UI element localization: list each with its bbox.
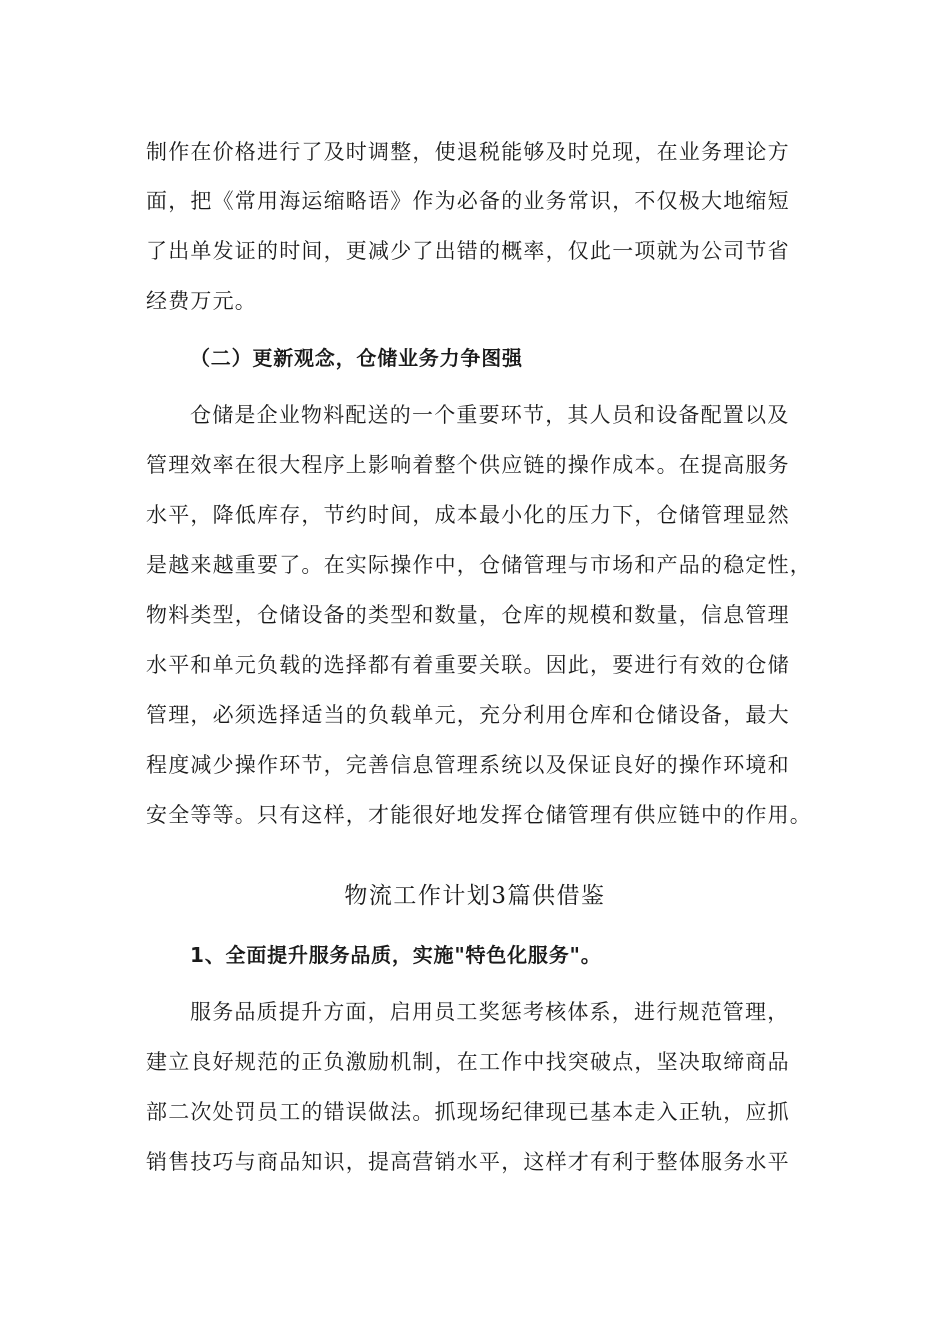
paragraph-line: 是越来越重要了。在实际操作中，仓储管理与市场和产品的稳定性， <box>146 553 812 577</box>
paragraph-line: 水平和单元负载的选择都有着重要关联。因此，要进行有效的仓储 <box>146 653 790 677</box>
paragraph-line: 面，把《常用海运缩略语》作为必备的业务常识，不仅极大地缩短 <box>146 189 790 213</box>
paragraph-line: 安全等等。只有这样，才能很好地发挥仓储管理有供应链中的作用。 <box>146 803 812 827</box>
paragraph-line: 服务品质提升方面，启用员工奖惩考核体系，进行规范管理， <box>190 1000 790 1024</box>
paragraph-line: 水平，降低库存，节约时间，成本最小化的压力下，仓储管理显然 <box>146 503 790 527</box>
paragraph-line: 了出单发证的时间，更减少了出错的概率，仅此一项就为公司节省 <box>146 239 790 263</box>
section-title: 物流工作计划3篇供借鉴 <box>344 883 606 909</box>
paragraph-line: 制作在价格进行了及时调整，使退税能够及时兑现，在业务理论方 <box>146 140 790 164</box>
paragraph-line: 管理，必须选择适当的负载单元，充分利用仓库和仓储设备，最大 <box>146 703 790 727</box>
paragraph-line: 销售技巧与商品知识，提高营销水平，这样才有利于整体服务水平 <box>146 1150 790 1174</box>
paragraph-line: 仓储是企业物料配送的一个重要环节，其人员和设备配置以及 <box>190 403 790 427</box>
paragraph-line: 程度减少操作环节，完善信息管理系统以及保证良好的操作环境和 <box>146 753 790 777</box>
paragraph-line: 经费万元。 <box>146 289 257 313</box>
paragraph-line: 物料类型，仓储设备的类型和数量，仓库的规模和数量，信息管理 <box>146 603 790 627</box>
paragraph-line: 管理效率在很大程序上影响着整个供应链的操作成本。在提高服务 <box>146 453 790 477</box>
paragraph-line: 建立良好规范的正负激励机制，在工作中找突破点，坚决取缔商品 <box>146 1050 790 1074</box>
subheading: 1、全面提升服务品质，实施"特色化服务"。 <box>190 943 602 967</box>
subheading: （二）更新观念，仓储业务力争图强 <box>190 346 523 370</box>
paragraph-line: 部二次处罚员工的错误做法。抓现场纪律现已基本走入正轨，应抓 <box>146 1100 790 1124</box>
